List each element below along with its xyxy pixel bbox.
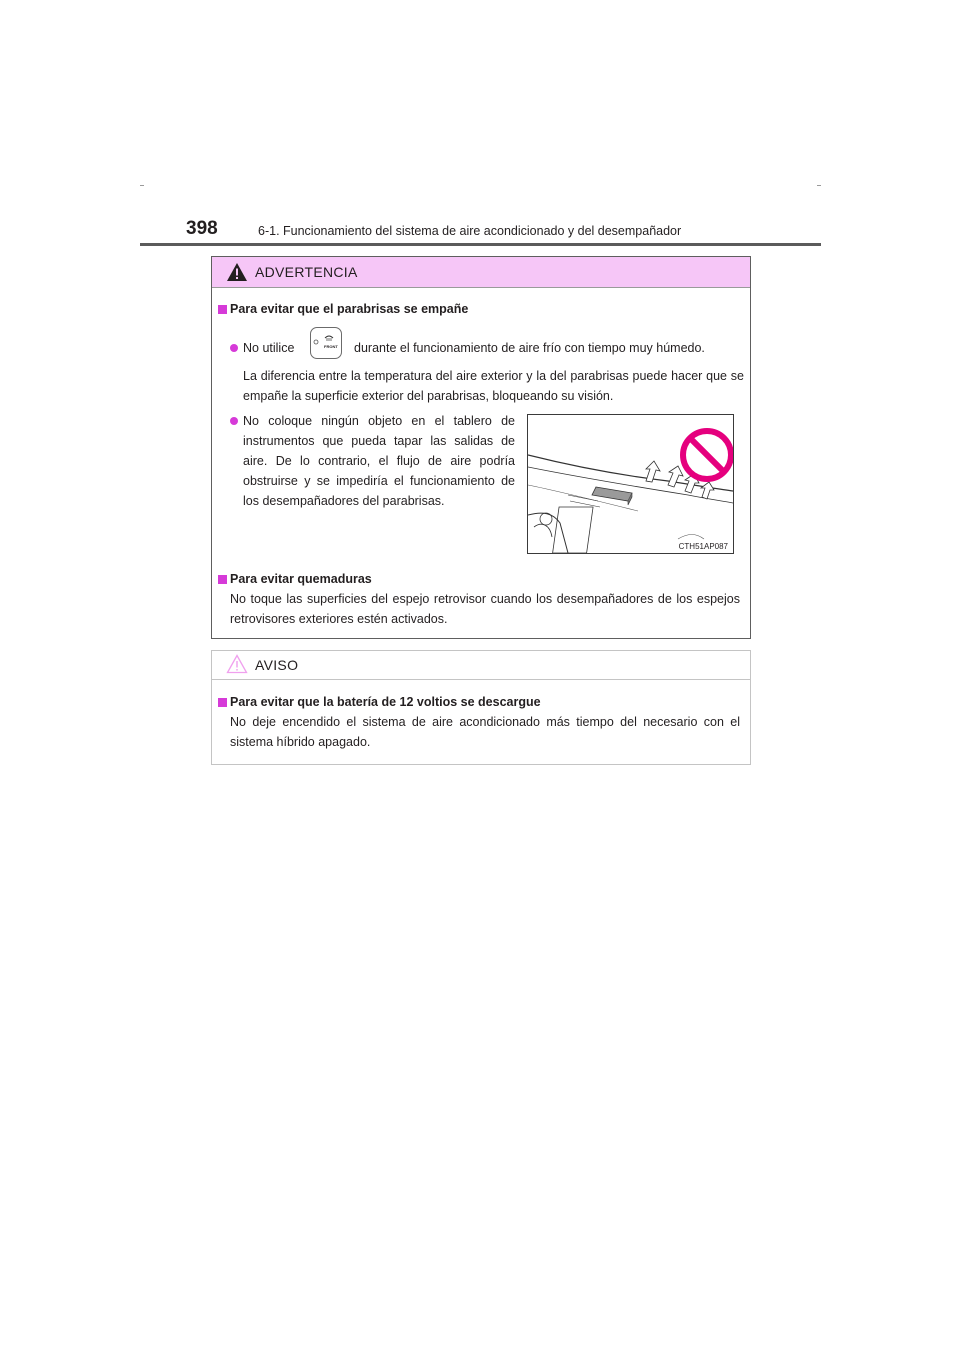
notice-header: [212, 651, 750, 680]
item1-text-before: No utilice: [243, 341, 295, 355]
header-rule: [140, 243, 821, 246]
notice-heading: Para evitar que la batería de 12 voltios se descargue: [230, 695, 541, 709]
warning-title: ADVERTENCIA: [255, 264, 358, 280]
section-bullet-square: [218, 305, 227, 314]
section-bullet-square: [218, 575, 227, 584]
warning-heading-burns: Para evitar quemaduras: [230, 572, 372, 586]
item1-text-after: durante el funcionamiento de aire frío con tiempo muy húmedo.: [354, 341, 705, 355]
notice-title: AVISO: [255, 657, 299, 673]
page-number: 398: [186, 218, 218, 239]
dashboard-obstruction-drawing: [528, 415, 733, 553]
caution-outline-triangle-icon: [226, 654, 248, 674]
crop-mark-left: [140, 185, 144, 186]
warning-header: [212, 257, 750, 288]
front-button-label: FRONT: [324, 344, 338, 349]
warning-triangle-icon: [226, 262, 248, 282]
dashboard-illustration: [527, 414, 734, 554]
notice-text: No deje encendido el sistema de aire acondicionado más tiempo del necesario con el sistema híbrido apagado.: [230, 715, 740, 749]
burns-text: No toque las superficies del espejo retrovisor cuando los desempañadores de los espejos retrovisores exteriores estén activados.: [230, 592, 740, 626]
figure-code: CTH51AP087: [678, 542, 728, 551]
front-defroster-button-icon: [310, 327, 342, 359]
defroster-glyph-icon: [311, 328, 341, 358]
section-bullet-square: [218, 698, 227, 707]
list-bullet-dot: [230, 417, 238, 425]
list-bullet-dot: [230, 344, 238, 352]
section-title: 6-1. Funcionamiento del sistema de aire acondicionado y del desempañador: [258, 224, 682, 238]
warning-heading-fog: Para evitar que el parabrisas se empañe: [230, 302, 469, 316]
item1-note: La diferencia entre la temperatura del aire exterior y la del parabrisas puede hacer que se empañe la superficie exterior del parabrisas, bloqueando su visión.: [243, 369, 744, 403]
notice-box: [211, 650, 751, 765]
item2-text: No coloque ningún objeto en el tablero de instrumentos que pueda tapar las salidas de aire. De lo contrario, el flujo de aire podría obstruirse y se impediría el funcionamiento de los desempañadores del parabrisas.: [243, 414, 515, 508]
crop-mark-right: [817, 185, 821, 186]
warning-box: [211, 256, 751, 639]
